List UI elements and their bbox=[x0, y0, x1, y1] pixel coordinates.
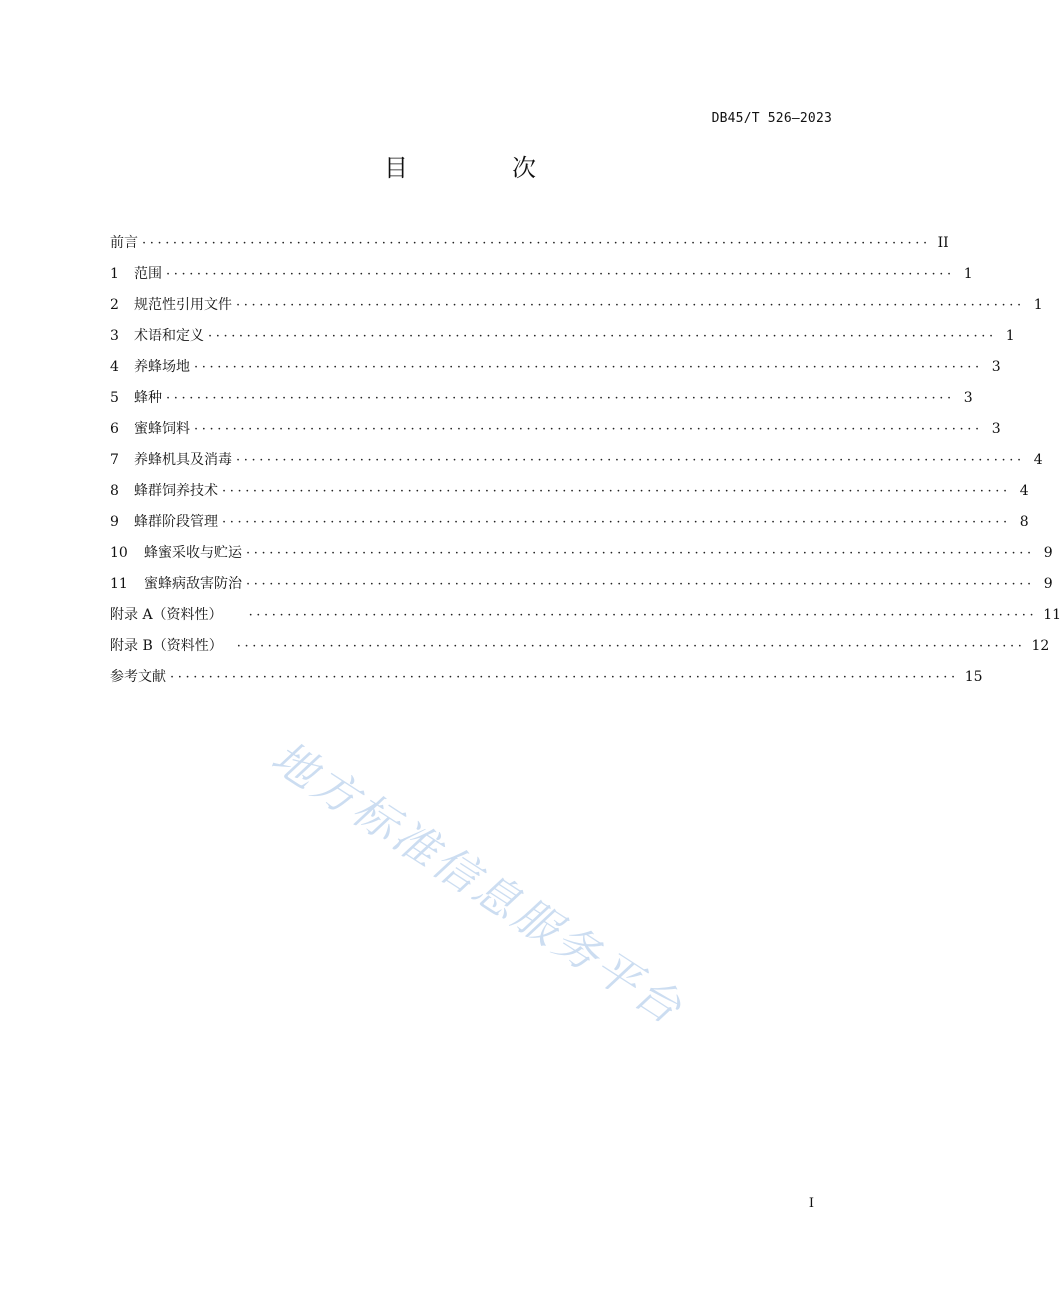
toc-leader: ······································································································ bbox=[236, 639, 1026, 654]
toc-entry-foreword[interactable] bbox=[110, 232, 949, 263]
toc-leader: ······································································································ bbox=[194, 360, 983, 375]
toc-number: 7 bbox=[110, 452, 119, 468]
toc-entry-10[interactable] bbox=[110, 542, 1053, 573]
toc-page: 4 bbox=[1033, 452, 1043, 468]
toc-leader: ······································································································ bbox=[222, 515, 1011, 530]
toc-number: 5 bbox=[110, 390, 119, 406]
toc-label: 附录 B（资料性） bbox=[110, 638, 223, 654]
toc-page: II bbox=[937, 235, 949, 251]
toc-leader: ······································································································ bbox=[166, 391, 955, 406]
toc-entry-9[interactable] bbox=[110, 511, 1029, 542]
toc-number: 8 bbox=[110, 483, 119, 499]
toc-leader: ······································································································ bbox=[248, 608, 1038, 623]
toc-page: 1 bbox=[963, 266, 973, 282]
toc-number: 4 bbox=[110, 359, 119, 375]
toc-entry-5[interactable] bbox=[110, 387, 973, 418]
toc-leader: ······································································································ bbox=[246, 546, 1035, 561]
toc-entry-4[interactable] bbox=[110, 356, 1001, 387]
toc-leader: ······································································································ bbox=[222, 484, 1011, 499]
toc-entry-appendix-a[interactable] bbox=[110, 604, 1061, 635]
toc-page: 3 bbox=[991, 421, 1001, 437]
toc-label: 蜂种 bbox=[134, 390, 162, 406]
toc-label: 术语和定义 bbox=[134, 328, 204, 344]
toc-entry-11[interactable] bbox=[110, 573, 1053, 604]
toc-leader: ······································································································ bbox=[246, 577, 1035, 592]
toc-entry-2[interactable] bbox=[110, 294, 1043, 325]
page-title: 目 次 bbox=[384, 154, 576, 182]
toc-leader: ······································································································ bbox=[170, 670, 959, 685]
toc-number: 6 bbox=[110, 421, 119, 437]
toc-label: 养蜂场地 bbox=[134, 359, 190, 375]
toc-label: 前言 bbox=[110, 235, 138, 251]
toc-number: 10 bbox=[110, 545, 128, 561]
toc-page: 1 bbox=[1033, 297, 1043, 313]
toc-leader: ······································································································ bbox=[142, 236, 931, 251]
toc-entry-8[interactable] bbox=[110, 480, 1029, 511]
toc-label: 养蜂机具及消毒 bbox=[134, 452, 232, 468]
toc-label: 附录 A（资料性） bbox=[110, 607, 223, 623]
toc-number: 11 bbox=[110, 576, 128, 592]
toc-entry-1[interactable] bbox=[110, 263, 973, 294]
toc-number: 2 bbox=[110, 297, 119, 313]
toc-number: 1 bbox=[110, 266, 119, 282]
page-number: I bbox=[808, 1196, 814, 1211]
toc-leader: ······································································································ bbox=[166, 267, 955, 282]
toc-entry-appendix-b[interactable] bbox=[110, 635, 1050, 666]
toc-label: 参考文献 bbox=[110, 669, 166, 685]
toc-number: 3 bbox=[110, 328, 119, 344]
toc-label: 规范性引用文件 bbox=[134, 297, 232, 313]
toc-page: 1 bbox=[1005, 328, 1015, 344]
toc-number: 9 bbox=[110, 514, 119, 530]
toc-label: 蜂蜜采收与贮运 bbox=[144, 545, 242, 561]
toc-leader: ······································································································ bbox=[236, 298, 1025, 313]
document-code: DB45/T 526—2023 bbox=[711, 111, 832, 126]
toc-label: 范围 bbox=[134, 266, 162, 282]
toc-page: 3 bbox=[963, 390, 973, 406]
toc-page: 4 bbox=[1019, 483, 1029, 499]
toc-label: 蜂群饲养技术 bbox=[134, 483, 218, 499]
toc-entry-references[interactable] bbox=[110, 666, 983, 697]
toc-label: 蜜蜂饲料 bbox=[134, 421, 190, 437]
toc-page: 15 bbox=[964, 669, 983, 685]
toc-entry-6[interactable] bbox=[110, 418, 1001, 449]
toc-page: 3 bbox=[991, 359, 1001, 375]
watermark: 地方标准信息服务平台 bbox=[262, 731, 693, 1036]
toc-entry-7[interactable] bbox=[110, 449, 1043, 480]
toc-page: 12 bbox=[1031, 638, 1050, 654]
toc-entry-3[interactable] bbox=[110, 325, 1015, 356]
toc-leader: ······································································································ bbox=[194, 422, 983, 437]
toc-leader: ······································································································ bbox=[208, 329, 997, 344]
toc-page: 11 bbox=[1043, 607, 1061, 623]
toc-page: 8 bbox=[1019, 514, 1029, 530]
toc-label: 蜂群阶段管理 bbox=[134, 514, 218, 530]
toc-page: 9 bbox=[1043, 576, 1053, 592]
toc-page: 9 bbox=[1043, 545, 1053, 561]
table-of-contents bbox=[110, 232, 1061, 697]
toc-label: 蜜蜂病敌害防治 bbox=[144, 576, 242, 592]
toc-leader: ······································································································ bbox=[236, 453, 1025, 468]
